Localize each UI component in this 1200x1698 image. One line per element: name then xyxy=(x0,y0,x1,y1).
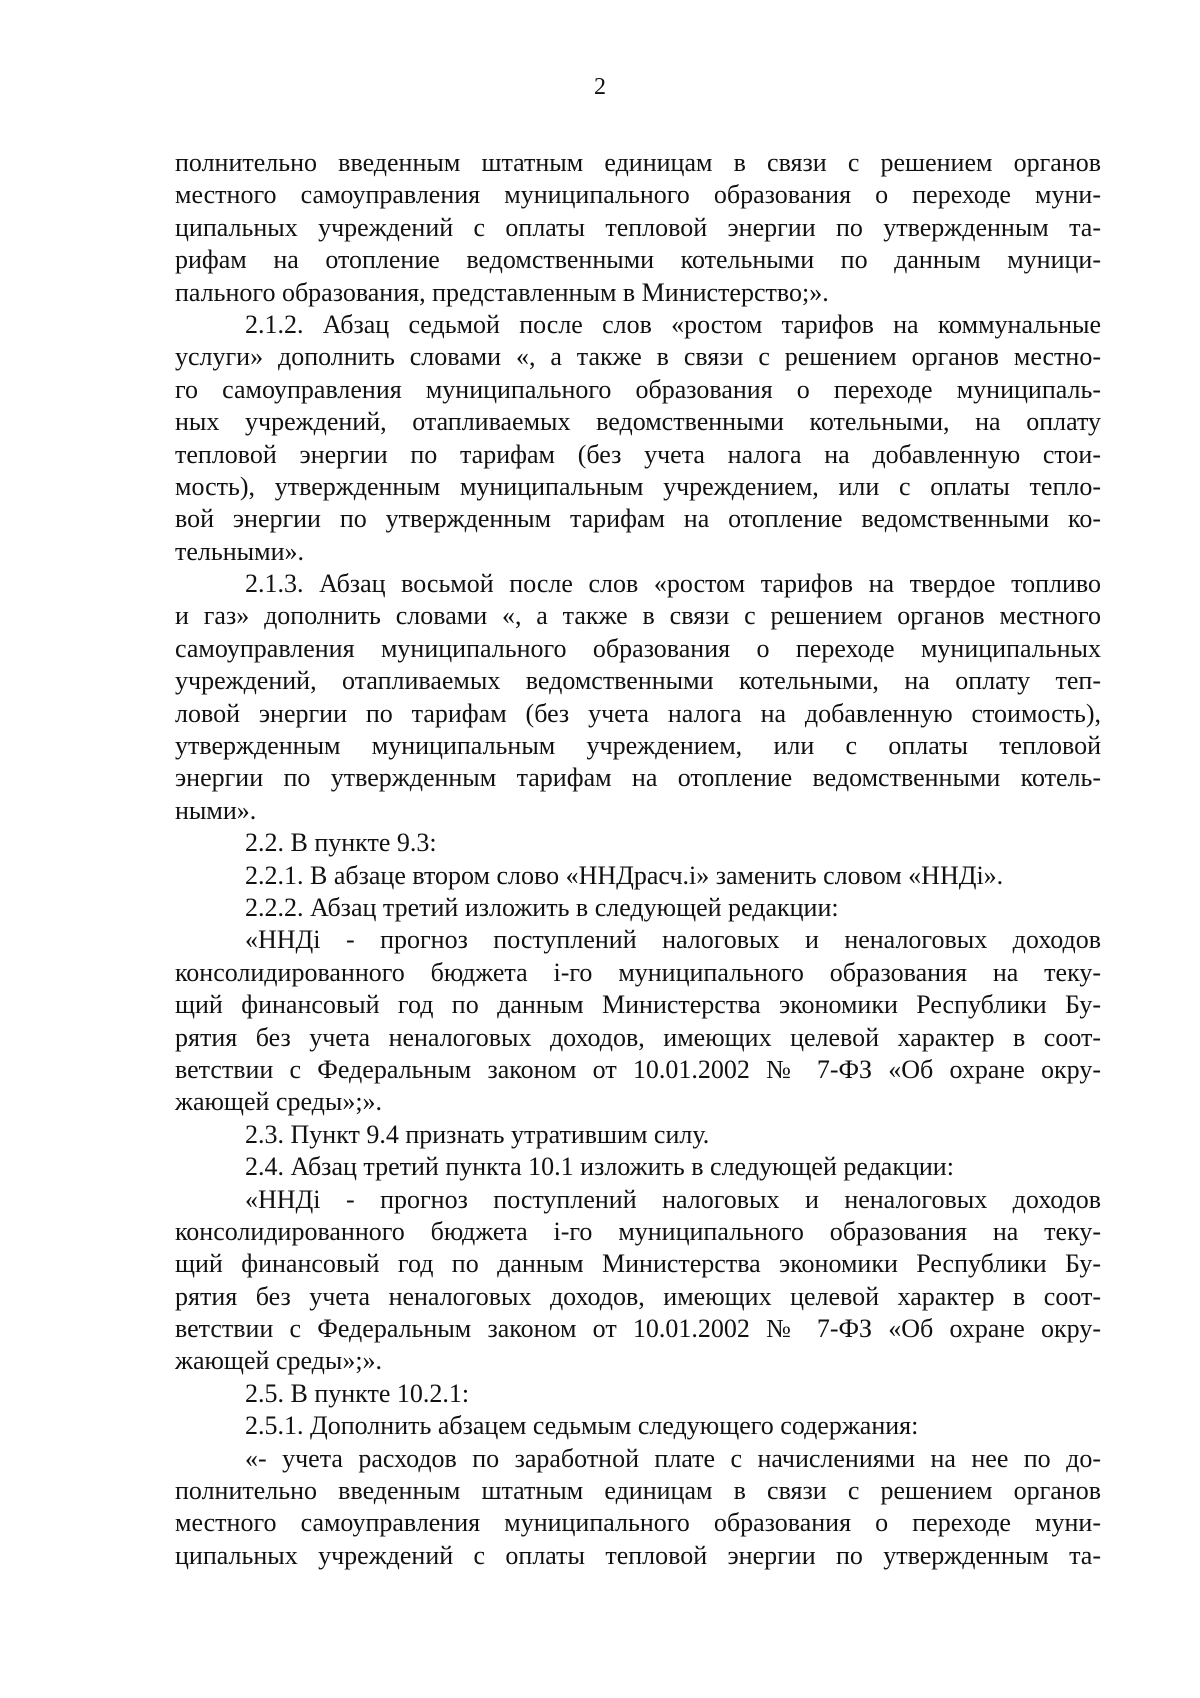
text-line: «ННДi - прогноз поступлений налоговых и неналоговых доходов xyxy=(245,925,1101,955)
text-line: ципальных учреждений с оплаты тепловой энергии по утвержденным та- xyxy=(175,212,1101,242)
text-line: местного самоуправления муниципального образования о переходе муни- xyxy=(175,180,1101,210)
text-line: вой энергии по утвержденным тарифам на отопление ведомственными ко- xyxy=(175,504,1101,534)
text-line: щий финансовый год по данным Министерства экономики Республики Бу- xyxy=(175,1249,1101,1279)
page-number: 2 xyxy=(594,74,606,100)
text-line: местного самоуправления муниципального образования о переходе муни- xyxy=(175,1508,1101,1538)
text-line: 2.2.1. В абзаце втором слово «ННДрасч.i» заменить словом «ННДi». xyxy=(245,860,1004,890)
text-line: полнительно введенным штатным единицам в связи с решением органов xyxy=(175,148,1101,177)
text-line: го самоуправления муниципального образования о переходе муниципаль- xyxy=(175,374,1101,404)
document-body xyxy=(175,147,1101,1572)
text-line: жающей среды»;». xyxy=(175,1087,383,1117)
text-line: рятия без учета неналоговых доходов, имеющих целевой характер в соот- xyxy=(175,1281,1101,1311)
text-line: тельными». xyxy=(175,536,304,566)
text-line: пального образования, представленным в Министерство;». xyxy=(175,277,829,307)
text-line: тепловой энергии по тарифам (без учета налога на добавленную стои- xyxy=(175,439,1101,469)
text-line: 2.4. Абзац третий пункта 10.1 изложить в следующей редакции: xyxy=(245,1152,954,1182)
text-line: 2.2.2. Абзац третий изложить в следующей редакции: xyxy=(245,892,839,922)
text-line: услуги» дополнить словами «, а также в связи с решением органов местно- xyxy=(175,342,1101,372)
text-line: ными». xyxy=(175,795,257,825)
text-line: ветствии с Федеральным законом от 10.01.2002 № 7-ФЗ «Об охране окру- xyxy=(175,1054,1101,1084)
text-line: жающей среды»;». xyxy=(175,1346,383,1376)
text-line: 2.1.2. Абзац седьмой после слов «ростом тарифов на коммунальные xyxy=(245,309,1101,339)
text-line: рифам на отопление ведомственными котельными по данным муници- xyxy=(175,245,1101,275)
text-line: утвержденным муниципальным учреждением, или с оплаты тепловой xyxy=(175,731,1101,761)
text-line: и газ» дополнить словами «, а также в связи с решением органов местного xyxy=(175,601,1101,631)
text-line: рятия без учета неналоговых доходов, имеющих целевой характер в соот- xyxy=(175,1022,1101,1052)
text-line: ных учреждений, отапливаемых ведомственными котельными, на оплату xyxy=(175,407,1101,437)
text-line: консолидированного бюджета i-го муниципального образования на теку- xyxy=(175,957,1101,987)
text-line: энергии по утвержденным тарифам на отопление ведомственными котель- xyxy=(175,763,1101,793)
text-line: учреждений, отапливаемых ведомственными котельными, на оплату теп- xyxy=(175,666,1101,696)
text-line: 2.5. В пункте 10.2.1: xyxy=(245,1378,470,1408)
text-line: консолидированного бюджета i-го муниципального образования на теку- xyxy=(175,1216,1101,1246)
text-line: самоуправления муниципального образования о переходе муниципальных xyxy=(175,633,1101,663)
text-line: полнительно введенным штатным единицам в связи с решением органов xyxy=(175,1476,1101,1506)
text-line: 2.2. В пункте 9.3: xyxy=(245,828,437,858)
text-line: мость), утвержденным муниципальным учреждением, или с оплаты тепло- xyxy=(175,471,1101,501)
text-line: «ННДi - прогноз поступлений налоговых и неналоговых доходов xyxy=(245,1184,1101,1214)
text-line: 2.1.3. Абзац восьмой после слов «ростом тарифов на твердое топливо xyxy=(245,569,1101,599)
text-line: 2.5.1. Дополнить абзацем седьмым следующего содержания: xyxy=(245,1411,919,1441)
text-line: ветствии с Федеральным законом от 10.01.2002 № 7-ФЗ «Об охране окру- xyxy=(175,1314,1101,1344)
text-line: ципальных учреждений с оплаты тепловой энергии по утвержденным та- xyxy=(175,1540,1101,1570)
text-line: 2.3. Пункт 9.4 признать утратившим силу. xyxy=(245,1119,710,1149)
text-line: «- учета расходов по заработной плате с начислениями на нее по до- xyxy=(245,1443,1101,1473)
text-line: щий финансовый год по данным Министерства экономики Республики Бу- xyxy=(175,990,1101,1020)
text-line: ловой энергии по тарифам (без учета налога на добавленную стоимость), xyxy=(175,698,1101,728)
